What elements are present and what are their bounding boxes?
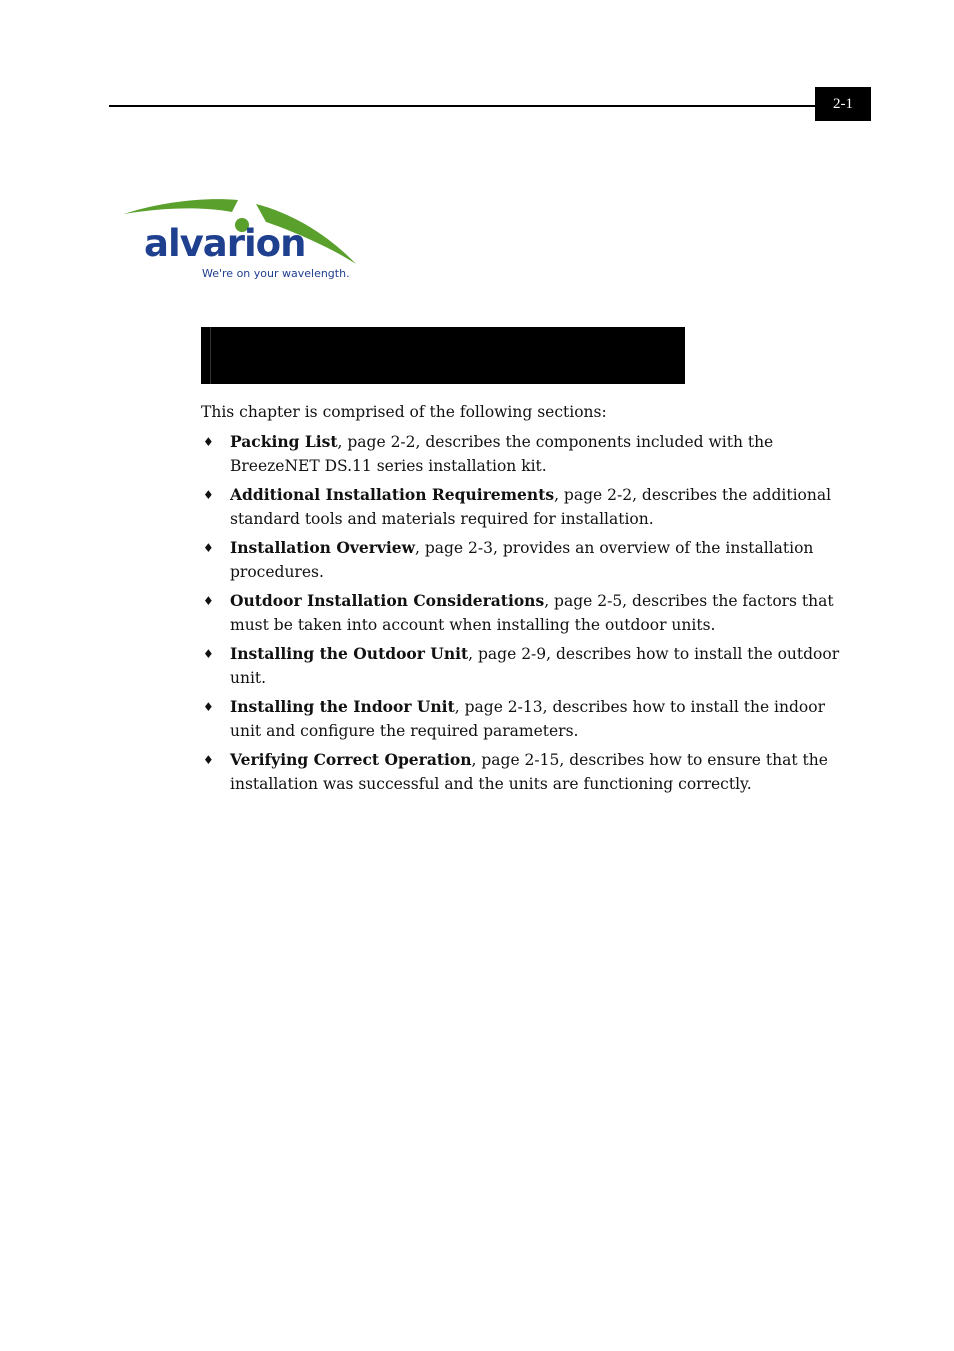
- section-description: , page 2-2, describes the components included with the BreezeNET DS.11 series installation kit.: [230, 433, 774, 475]
- diamond-bullet-icon: ♦: [203, 435, 214, 449]
- section-description: , page 2-5, describes the factors that must be taken into account when installing the outdoor units.: [230, 592, 834, 634]
- logo-tagline: We're on your wavelength.: [202, 267, 350, 280]
- section-description: , page 2-3, provides an overview of the installation procedures.: [230, 539, 814, 581]
- diamond-bullet-icon: ♦: [203, 541, 214, 555]
- section-title: Installation Overview: [230, 538, 415, 557]
- section-list: [201, 430, 861, 801]
- diamond-bullet-icon: ♦: [203, 700, 214, 714]
- list-item: [201, 748, 861, 796]
- intro-text: This chapter is comprised of the following sections:: [201, 403, 607, 421]
- logo-wordmark: alvarion: [144, 222, 306, 265]
- page-number-badge: 2-1: [815, 87, 871, 121]
- section-title: Verifying Correct Operation: [230, 750, 472, 769]
- section-title: Installing the Indoor Unit: [230, 697, 455, 716]
- diamond-bullet-icon: ♦: [203, 753, 214, 767]
- section-title: Installing the Outdoor Unit: [230, 644, 469, 663]
- list-item: [201, 695, 861, 743]
- diamond-bullet-icon: ♦: [203, 488, 214, 502]
- section-description: , page 2-13, describes how to install the indoor unit and configure the required parameters.: [230, 698, 825, 740]
- list-item: [201, 430, 861, 478]
- section-description: , page 2-9, describes how to install the outdoor unit.: [230, 645, 840, 687]
- list-item: [201, 642, 861, 690]
- list-item: [201, 589, 861, 637]
- section-description: , page 2-2, describes the additional standard tools and materials required for installation.: [230, 486, 832, 528]
- header-rule: [109, 105, 815, 107]
- diamond-bullet-icon: ♦: [203, 594, 214, 608]
- alvarion-logo: [120, 192, 365, 292]
- section-description: , page 2-15, describes how to ensure that the installation was successful and the units are functioning correctly.: [230, 751, 828, 793]
- chapter-title-bar: [201, 327, 685, 384]
- section-title: Outdoor Installation Considerations: [230, 591, 545, 610]
- list-item: [201, 483, 861, 531]
- chapter-bar-notch: [210, 327, 211, 384]
- section-title: Additional Installation Requirements: [230, 485, 555, 504]
- list-item: [201, 536, 861, 584]
- diamond-bullet-icon: ♦: [203, 647, 214, 661]
- section-title: Packing List: [230, 432, 338, 451]
